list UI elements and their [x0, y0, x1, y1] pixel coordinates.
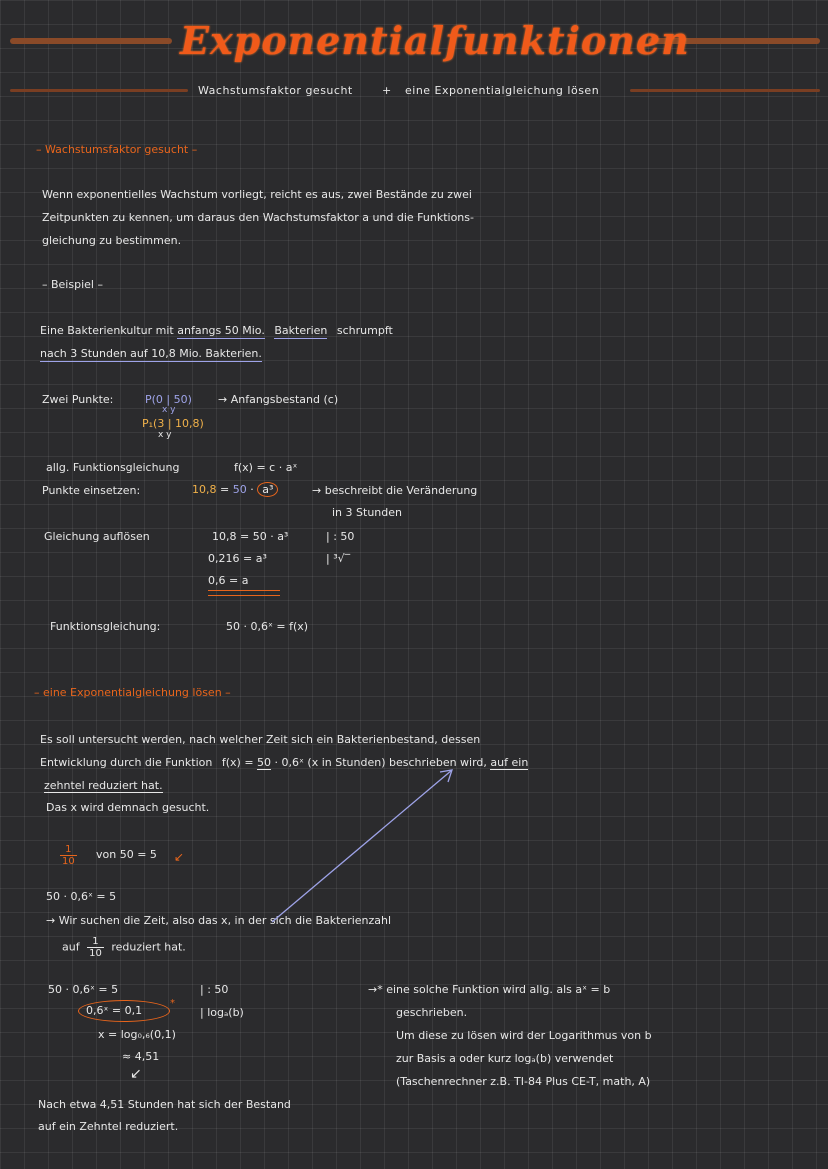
insert-label: Punkte einsetzen:: [42, 484, 141, 497]
example-heading: – Beispiel –: [42, 278, 103, 291]
insert-eq: =: [220, 483, 230, 496]
intro2-underlined: auf ein: [490, 756, 529, 769]
step-4: ≈ 4,51: [122, 1050, 160, 1063]
insert-note-1: → beschreibt die Veränderung: [312, 484, 478, 497]
intro-line-1: Wenn exponentielles Wachstum vorliegt, reicht es aus, zwei Bestände zu zwei: [42, 188, 472, 201]
solve-line-1: 10,8 = 50 · a³: [212, 530, 289, 543]
insert-dot: ·: [250, 483, 254, 496]
step-arrow-icon: ↙: [130, 1066, 142, 1082]
points-arrow-note: → Anfangsbestand (c): [218, 393, 339, 406]
general-label: allg. Funktionsgleichung: [46, 461, 180, 474]
subtitle-plus: +: [382, 84, 392, 97]
intro2-50: 50: [257, 756, 272, 769]
result-line-2: auf ein Zehntel reduziert.: [38, 1120, 179, 1133]
tenth-mark-icon: ↙: [174, 850, 185, 864]
solve-line-2: 0,216 = a³: [208, 552, 267, 565]
intro2-b: · 0,6ˣ (x in Stunden) beschrieben wird,: [274, 756, 487, 769]
solve-op-2: | ³√‾: [326, 552, 351, 565]
function-label: Funktionsgleichung:: [50, 620, 161, 633]
example-start-amount: anfangs 50 Mio.: [177, 324, 265, 337]
section1-heading: – Wachstumsfaktor gesucht –: [36, 143, 198, 156]
note-line-2: geschrieben.: [396, 1006, 468, 1019]
search-line-1: → Wir suchen die Zeit, also das x, in der sich die Bakterienzahl: [46, 914, 392, 927]
solve-op-1: | : 50: [326, 530, 355, 543]
note-line-5: (Taschenrechner z.B. TI-84 Plus CE-T, math, A): [396, 1075, 651, 1088]
result-line-1: Nach etwa 4,51 Stunden hat sich der Bestand: [38, 1098, 291, 1111]
section2-intro-1: Es soll untersucht werden, nach welcher Zeit sich ein Bakterienbestand, dessen: [40, 733, 481, 746]
search-frac-den: 10: [89, 948, 102, 959]
solve-label: Gleichung auflösen: [44, 530, 150, 543]
note-line-3: Um diese zu lösen wird der Logarithmus von b: [396, 1029, 652, 1042]
general-formula: f(x) = c · aˣ: [234, 461, 298, 474]
point-p1-xy: x y: [158, 430, 172, 440]
search2-a: auf: [62, 940, 80, 954]
step-2: 0,6ˣ = 0,1: [86, 1004, 143, 1017]
section2-intro-4: Das x wird demnach gesucht.: [46, 801, 210, 814]
subtitle-left: Wachstumsfaktor gesucht: [198, 84, 353, 97]
frac-den: 10: [62, 856, 75, 867]
insert-c: 50: [232, 483, 247, 496]
equation-1: 50 · 0,6ˣ = 5: [46, 890, 117, 903]
example-line1-pre: Eine Bakterienkultur mit: [40, 324, 174, 337]
section2-heading: – eine Exponentialgleichung lösen –: [34, 686, 231, 699]
intro3-text: zehntel reduziert hat.: [44, 779, 163, 792]
star-mark-icon: *: [170, 998, 175, 1009]
intro-line-3: gleichung zu bestimmen.: [42, 234, 182, 247]
point-p0: P(0 | 50): [145, 393, 192, 406]
insert-a3-circled: a³: [257, 482, 278, 497]
insert-lhs: 10,8: [192, 483, 217, 496]
points-label: Zwei Punkte:: [42, 393, 114, 406]
step-3: x = log₀,₆(0,1): [98, 1028, 176, 1041]
example-line1-post: schrumpft: [336, 324, 393, 337]
note-line-4: zur Basis a oder kurz logₐ(b) verwendet: [396, 1052, 614, 1065]
note-line-1: →* eine solche Funktion wird allg. als aˣ = b: [368, 983, 611, 996]
step-op-1: | : 50: [200, 983, 229, 996]
page-title: Exponentialfunktionen: [180, 18, 690, 63]
search2-b: reduziert hat.: [111, 940, 186, 954]
step-1: 50 · 0,6ˣ = 5: [48, 983, 119, 996]
tenth-text: von 50 = 5: [96, 848, 157, 861]
example-line2-text: nach 3 Stunden auf 10,8 Mio. Bakterien.: [40, 347, 262, 360]
intro-line-2: Zeitpunkten zu kennen, um daraus den Wachstumsfaktor a und die Funktions-: [42, 211, 474, 224]
point-p1: P₁(3 | 10,8): [142, 417, 204, 430]
example-bacteria-word: Bakterien: [274, 324, 328, 337]
intro2-f: f(x) =: [221, 756, 254, 769]
intro2-a: Entwicklung durch die Funktion: [40, 756, 213, 769]
function-formula: 50 · 0,6ˣ = f(x): [226, 620, 309, 633]
frac-num: 1: [60, 844, 77, 856]
step-op-2: | logₐ(b): [200, 1006, 244, 1019]
solve-line-3: 0,6 = a: [208, 574, 249, 587]
search-frac-num: 1: [87, 936, 104, 948]
subtitle-right: eine Exponentialgleichung lösen: [405, 84, 600, 97]
insert-note-2: in 3 Stunden: [332, 506, 402, 519]
point-p0-xy: x y: [162, 405, 176, 415]
